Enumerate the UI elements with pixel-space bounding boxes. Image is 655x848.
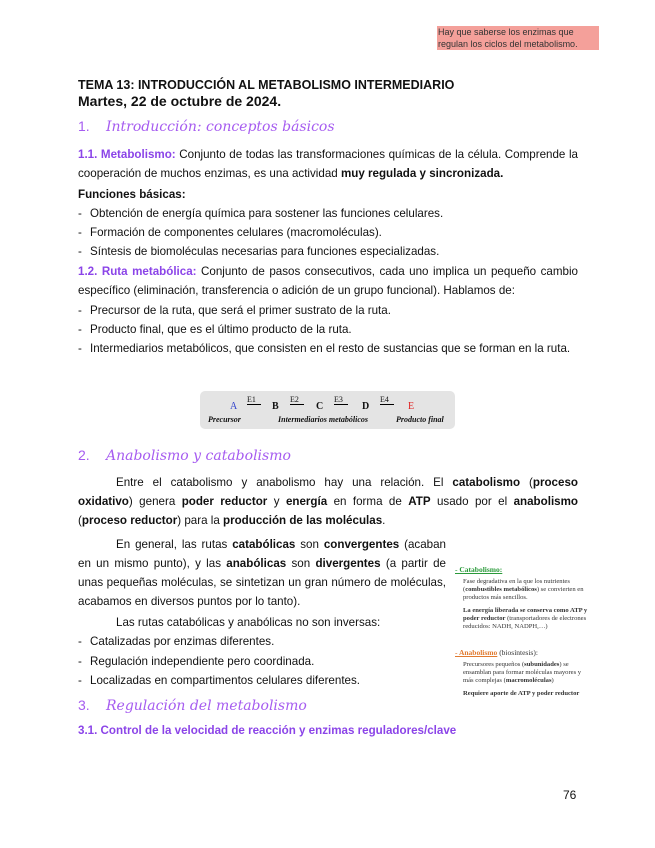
arrow-e2: E2: [290, 395, 304, 405]
bold-text: macromoléculas: [505, 677, 552, 684]
bold-text: muy regulada y sincronizada.: [340, 167, 504, 180]
text: (acaban en un mismo punto), y las: [78, 538, 446, 570]
fig-D: D: [362, 401, 370, 412]
text: Precursores pequeños (: [463, 661, 525, 668]
section-title: Regulación del metabolismo: [106, 698, 307, 714]
funciones-label: Funciones básicas:: [78, 188, 186, 201]
bold-text: subunidades: [524, 661, 560, 668]
paragraph-no-inversas: Las rutas catabólicas y anabólicas no son inversas:: [116, 616, 381, 629]
list-item: - Obtención de energía química para sostener las funciones celulares.: [78, 204, 578, 223]
bold-text: proceso reductor: [81, 514, 178, 527]
section-number: 3.: [78, 697, 90, 713]
section-title: Anabolismo y catabolismo: [106, 448, 291, 464]
text: Fase degradativa en la que los nutrientes (: [463, 578, 570, 593]
list-item: - Síntesis de biomoléculas necesarias para funciones especializadas.: [78, 242, 578, 261]
metabolic-route-figure: [200, 391, 455, 429]
fig-label-precursor: Precursor: [208, 415, 241, 424]
text: Conjunto de todas las transformaciones químicas de la célula. Comprende la cooperación de muchos enzimas, es una actividad: [78, 148, 578, 180]
list-item: - Regulación independiente pero coordinada.: [78, 652, 446, 671]
text: .: [382, 514, 386, 527]
bold-text: poder reductor: [181, 495, 268, 508]
section-1-heading: [78, 118, 335, 135]
anabolismo-heading: [455, 649, 590, 657]
bold-text: La energía liberada se conserva como ATP y poder reductor: [463, 607, 588, 622]
fig-E: E: [408, 401, 415, 412]
fig-A: A: [230, 401, 238, 412]
text: en forma de: [327, 495, 409, 508]
list-item: - Catalizadas por enzimas diferentes.: [78, 632, 446, 651]
arrow-e1: E1: [247, 395, 261, 405]
bold-text: catabolismo: [452, 476, 521, 489]
arrow-e3: E3: [334, 395, 348, 405]
text: Entre el catabolismo y anabolismo hay una relación. El: [116, 476, 453, 489]
text: ) genera: [128, 495, 182, 508]
text: (biosíntesis):: [497, 648, 538, 657]
text: y: [267, 495, 286, 508]
fig-B: B: [272, 401, 279, 412]
fig-label-intermediarios: Intermediarios metabólicos: [278, 415, 368, 424]
bold-text: energía: [285, 495, 328, 508]
bold-text: Requiere aporte de ATP y poder reductor: [463, 690, 580, 697]
bold-text: convergentes: [323, 538, 400, 551]
section-number: 1.: [78, 118, 90, 134]
text: ) se ensamblan para formar moléculas mayores y más complejas (: [463, 661, 582, 684]
bold-text: divergentes: [315, 557, 381, 570]
list-item: - Precursor de la ruta, que será el primer sustrato de la ruta.: [78, 301, 578, 320]
text: (: [520, 476, 533, 489]
bold-text: anabolismo: [513, 495, 579, 508]
subsection-3-1: 3.1. Control de la velocidad de reacción y enzimas reguladores/clave: [78, 724, 457, 737]
document-date: Martes, 22 de octubre de 2024.: [78, 93, 282, 109]
text: son: [295, 538, 324, 551]
bold-text: - Anabolismo: [455, 648, 498, 657]
text: (a partir de unas pequeñas moléculas, se sintetizan un gran número de moléculas, acabamos en diversos puntos por lo tanto).: [78, 557, 446, 608]
section-title: Introducción: conceptos básicos: [106, 119, 335, 135]
text: (: [78, 514, 82, 527]
paragraph-relacion: [78, 473, 578, 530]
document-title: TEMA 13: INTRODUCCIÓN AL METABOLISMO INTERMEDIARIO: [78, 78, 455, 92]
catabolismo-heading: - Catabolismo:: [455, 565, 503, 574]
comment-note[interactable]: Hay que saberse los enzimas que regulan los ciclos del metabolismo.: [437, 26, 599, 50]
section-3-heading: [78, 697, 307, 714]
fig-C: C: [316, 401, 324, 412]
text: En general, las rutas: [116, 538, 233, 551]
list-item: - Producto final, que es el último producto de la ruta.: [78, 320, 578, 339]
section-2-heading: [78, 447, 291, 464]
bold-text: producción de las moléculas: [223, 514, 383, 527]
paragraph-convergentes: [78, 535, 446, 611]
paragraph-metabolismo: [78, 145, 578, 183]
subheading: 1.2. Ruta metabólica:: [78, 265, 197, 278]
text: ): [551, 677, 554, 684]
page-number: 76: [563, 788, 577, 802]
list-item: - Formación de componentes celulares (macromoléculas).: [78, 223, 578, 242]
catabolism-anabolism-sidebar-image: [455, 566, 590, 703]
text: Conjunto de pasos consecutivos, cada uno implica un pequeño cambio específico (eliminación, transferencia o adición de un grupo funcional). Hablamos de:: [78, 265, 578, 297]
bold-text: catabólicas: [232, 538, 296, 551]
subheading: 1.1. Metabolismo:: [78, 148, 176, 161]
paragraph-ruta: [78, 262, 578, 300]
list-item: - Localizadas en compartimentos celulares diferentes.: [78, 671, 446, 690]
section-number: 2.: [78, 447, 90, 463]
bold-text: combustibles metabólicos: [465, 586, 537, 593]
text: ) se convierten en productos más sencillos.: [463, 586, 584, 601]
list-item: - Intermediarios metabólicos, que consisten en el resto de sustancias que se forman en la ruta.: [78, 339, 578, 358]
anabolismo-requirement: [455, 690, 590, 698]
bold-text: anabólicas: [226, 557, 287, 570]
fig-label-producto: Producto final: [396, 415, 444, 424]
text: usado por el: [430, 495, 514, 508]
text: (transportadores de electrones reducidos: NADH, NADPH,…): [463, 615, 587, 630]
anabolismo-text: [455, 661, 590, 685]
text: ) para la: [177, 514, 223, 527]
text: son: [286, 557, 316, 570]
catabolismo-energy: [455, 607, 590, 631]
bold-text: proceso oxidativo: [78, 476, 578, 508]
bold-text: ATP: [408, 495, 431, 508]
arrow-e4: E4: [380, 395, 394, 405]
catabolismo-text: [455, 578, 590, 602]
